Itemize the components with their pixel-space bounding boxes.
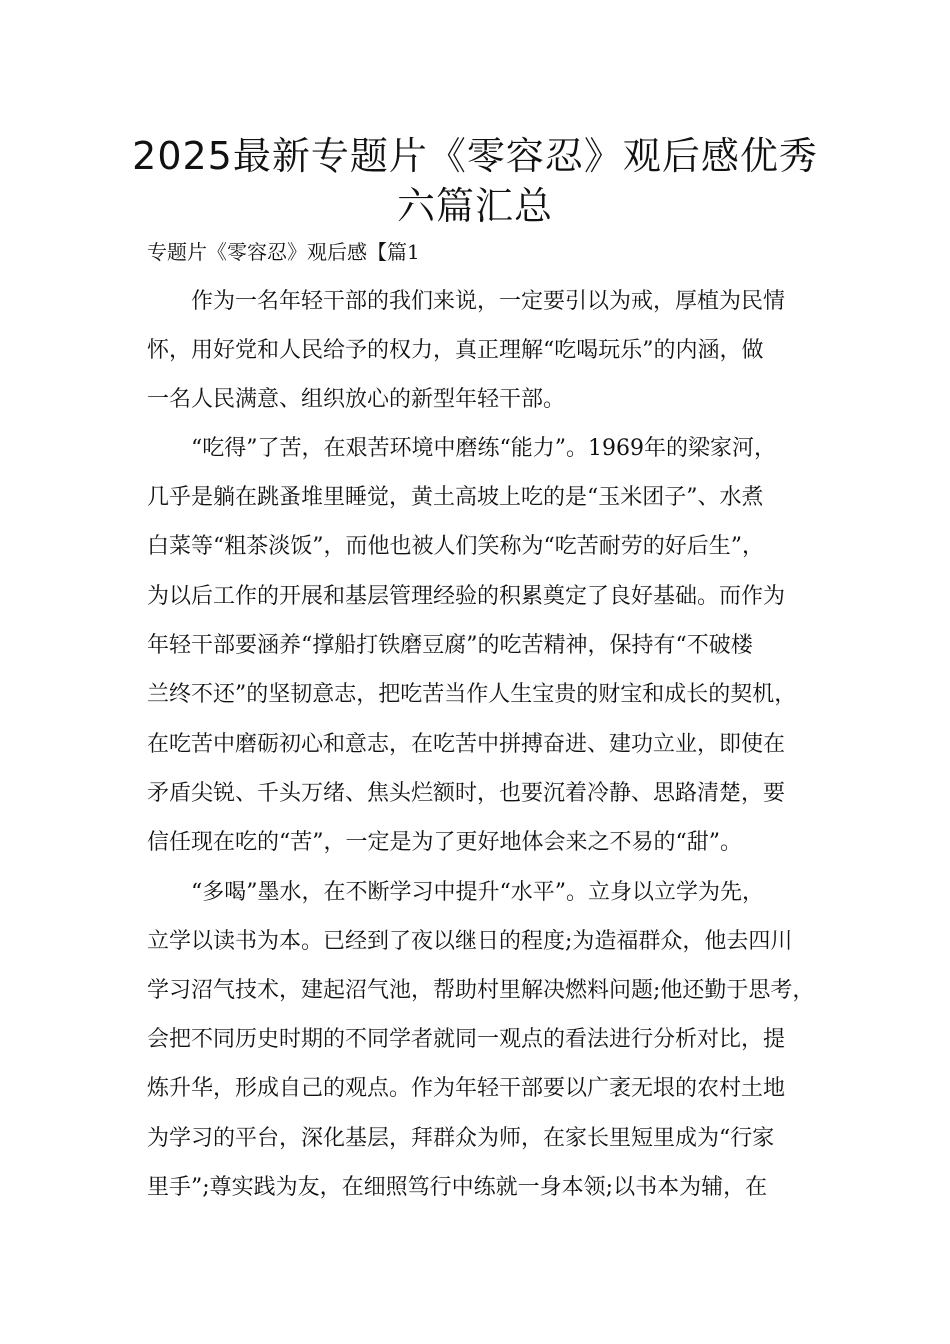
body-line: 矛盾尖锐、千头万绪、焦头烂额时，也要沉着冷静、思路清楚，要 — [147, 781, 786, 806]
body-line: 作为一名年轻干部的我们来说，一定要引以为戒，厚植为民情 — [191, 289, 786, 314]
body-line: 一名人民满意、组织放心的新型年轻干部。 — [147, 387, 566, 412]
body-line: 在吃苦中磨砺初心和意志，在吃苦中拼搏奋进、建功立业，即使在 — [147, 732, 786, 757]
body-line: 白菜等“粗茶淡饭”，而他也被人们笑称为“吃苦耐劳的好后生”， — [147, 534, 764, 559]
body-line: 兰终不还”的坚韧意志，把吃苦当作人生宝贵的财宝和成长的契机， — [147, 682, 797, 707]
body-line: 信任现在吃的“苦”，一定是为了更好地体会来之不易的“甜”。 — [147, 830, 742, 855]
body-line: 炼升华，形成自己的观点。作为年轻干部要以广袤无垠的农村土地 — [147, 1076, 786, 1101]
body-line: 学习沼气技术，建起沼气池，帮助村里解决燃料问题;他还勤于思考， — [147, 978, 815, 1003]
body-line: 会把不同历史时期的不同学者就同一观点的看法进行分析对比，提 — [147, 1027, 786, 1052]
body-line: 怀，用好党和人民给予的权力，真正理解“吃喝玩乐”的内涵，做 — [147, 338, 764, 363]
document-title-line-1: 2025最新专题片《零容忍》观后感优秀 — [132, 134, 818, 178]
body-line: 立学以读书为本。已经到了夜以继日的程度;为造福群众，他去四川 — [147, 929, 793, 954]
body-line: 年轻干部要涵养“撑船打铁磨豆腐”的吃苦精神，保持有“不破楼 — [147, 633, 753, 658]
body-line: 几乎是躺在跳蚤堆里睡觉，黄土高坡上吃的是“玉米团子”、水煮 — [147, 485, 764, 510]
body-line: 里手”;尊实践为友，在细照笃行中练就一身本领;以书本为辅，在 — [147, 1175, 768, 1200]
body-line: “多喝”墨水，在不断学习中提升“水平”。立身以立学为先， — [191, 880, 764, 905]
document-title-line-2: 六篇汇总 — [396, 184, 553, 228]
body-line: 为学习的平台，深化基层，拜群众为师，在家长里短里成为“行家 — [147, 1126, 775, 1151]
body-line: 为以后工作的开展和基层管理经验的积累奠定了良好基础。而作为 — [147, 584, 786, 609]
section-heading: 专题片《零容忍》观后感【篇1 — [147, 240, 420, 264]
body-line: “吃得”了苦，在艰苦环境中磨练“能力”。1969年的梁家河， — [191, 436, 776, 461]
